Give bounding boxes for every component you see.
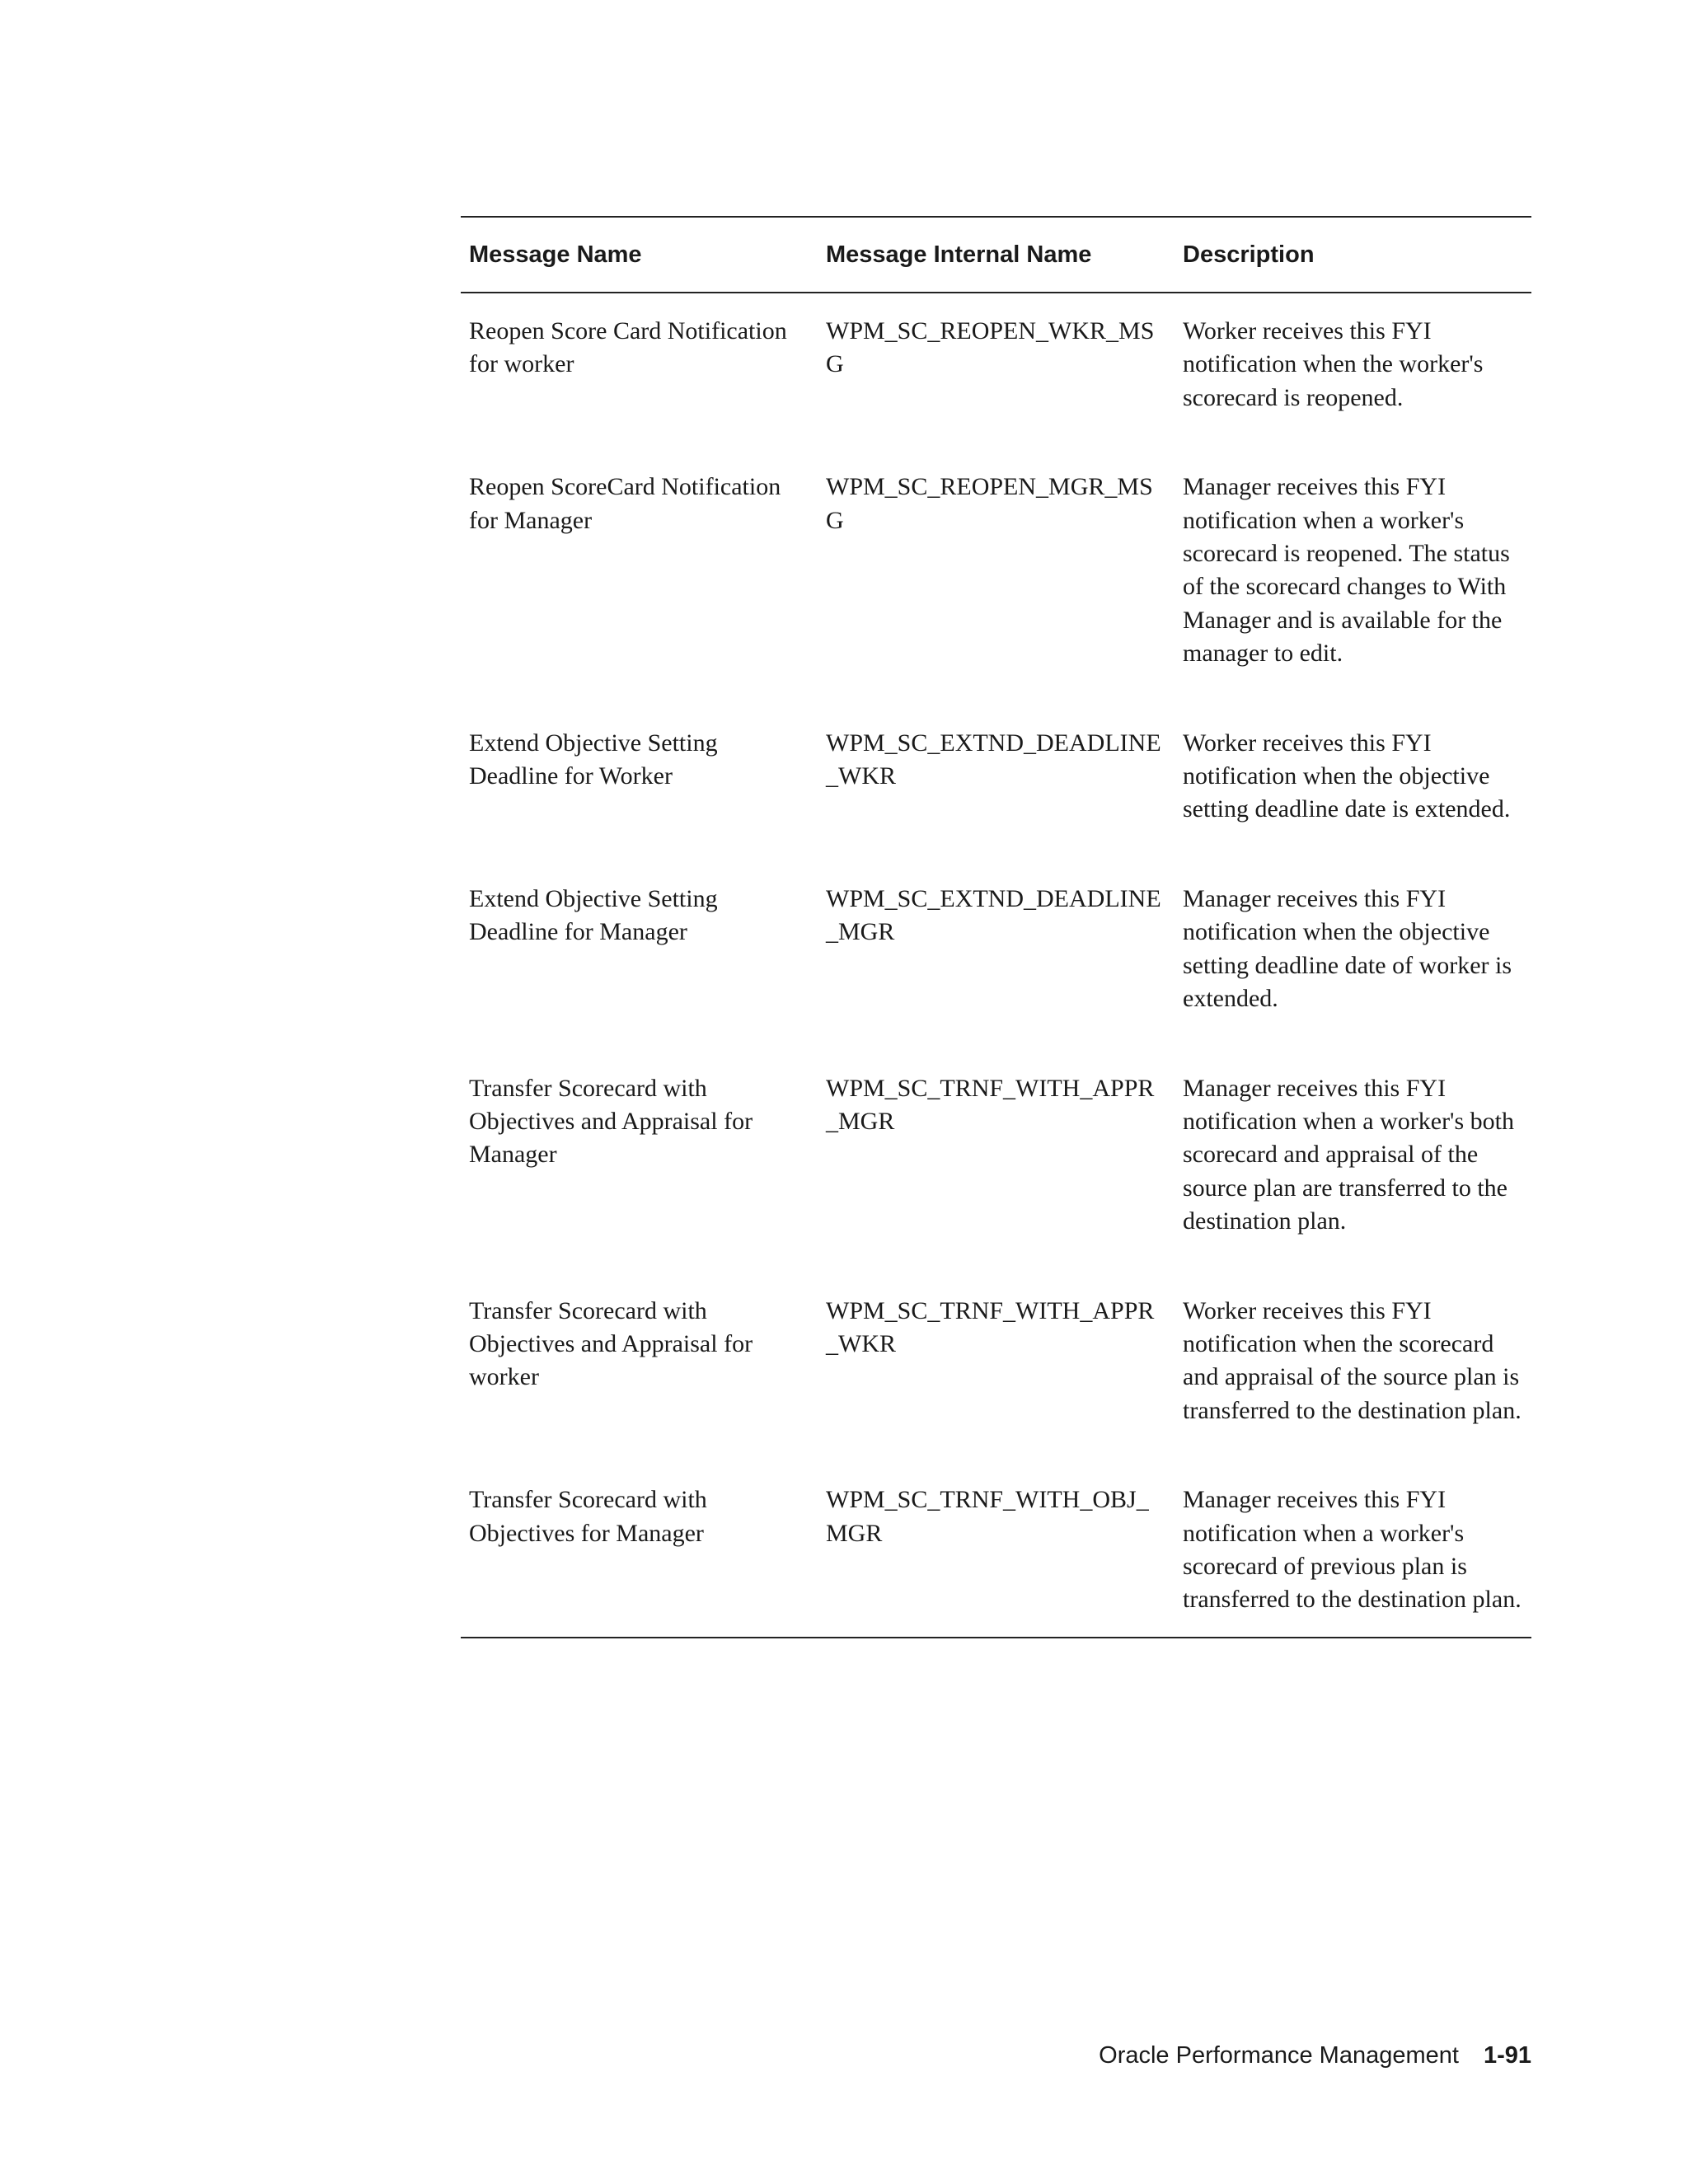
- message-internal-name-cell: WPM_SC_TRNF_WITH_APPR_WKR: [826, 1296, 1155, 1357]
- footer-title: Oracle Performance Management: [1099, 2042, 1459, 2069]
- table-row: [461, 707, 1531, 863]
- description-cell: Worker receives this FYI notification when the objective setting deadline date is extended.: [1183, 729, 1511, 823]
- table-body: [461, 293, 1531, 1638]
- column-header-description: Description: [1183, 241, 1315, 268]
- table-row: [461, 863, 1531, 1052]
- message-internal-name-cell: WPM_SC_TRNF_WITH_OBJ_MGR: [826, 1486, 1149, 1547]
- page-footer: [1099, 2042, 1531, 2069]
- description-cell: Worker receives this FYI notification when the worker's scorecard is reopened.: [1183, 317, 1484, 411]
- description-cell: Manager receives this FYI notification when a worker's scorecard of previous plan is transferred to the destination plan.: [1183, 1486, 1522, 1614]
- table-row: [461, 293, 1531, 451]
- table-row: [461, 1275, 1531, 1465]
- description-cell: Manager receives this FYI notification when the objective setting deadline date of worker is extended.: [1183, 884, 1512, 1013]
- table-row: [461, 1052, 1531, 1275]
- table-header: [461, 217, 1531, 293]
- message-name-cell: Transfer Scorecard with Objectives and Appraisal for Manager: [469, 1074, 753, 1169]
- message-name-cell: Extend Objective Setting Deadline for Worker: [469, 729, 718, 790]
- page-number: 1-91: [1483, 2042, 1531, 2069]
- message-name-cell: Transfer Scorecard with Objectives and Appraisal for worker: [469, 1296, 753, 1391]
- message-name-cell: Extend Objective Setting Deadline for Manager: [469, 884, 718, 946]
- column-header-message-name: Message Name: [469, 241, 642, 268]
- message-internal-name-cell: WPM_SC_REOPEN_WKR_MSG: [826, 317, 1155, 378]
- message-name-cell: Reopen Score Card Notification for worker: [469, 317, 787, 378]
- description-cell: Manager receives this FYI notification when a worker's both scorecard and appraisal of the source plan are transferred to the destination plan.: [1183, 1074, 1514, 1235]
- message-name-cell: Reopen ScoreCard Notification for Manager: [469, 473, 781, 534]
- message-table: [461, 216, 1531, 1638]
- message-internal-name-cell: WPM_SC_EXTND_DEADLINE_WKR: [826, 729, 1161, 790]
- table-row: [461, 1464, 1531, 1638]
- description-cell: Worker receives this FYI notification when the scorecard and appraisal of the source plan is transferred to the destination plan.: [1183, 1296, 1522, 1424]
- header-row: [461, 217, 1531, 293]
- column-header-message-internal-name: Message Internal Name: [826, 241, 1092, 268]
- description-cell: Manager receives this FYI notification when a worker's scorecard is reopened. The status of the scorecard changes to With Manager and is available for the manager to edit.: [1183, 473, 1510, 668]
- message-internal-name-cell: WPM_SC_TRNF_WITH_APPR_MGR: [826, 1074, 1155, 1135]
- table-row: [461, 451, 1531, 706]
- message-name-cell: Transfer Scorecard with Objectives for Manager: [469, 1486, 707, 1547]
- message-internal-name-cell: WPM_SC_EXTND_DEADLINE_MGR: [826, 884, 1161, 946]
- message-internal-name-cell: WPM_SC_REOPEN_MGR_MSG: [826, 473, 1153, 534]
